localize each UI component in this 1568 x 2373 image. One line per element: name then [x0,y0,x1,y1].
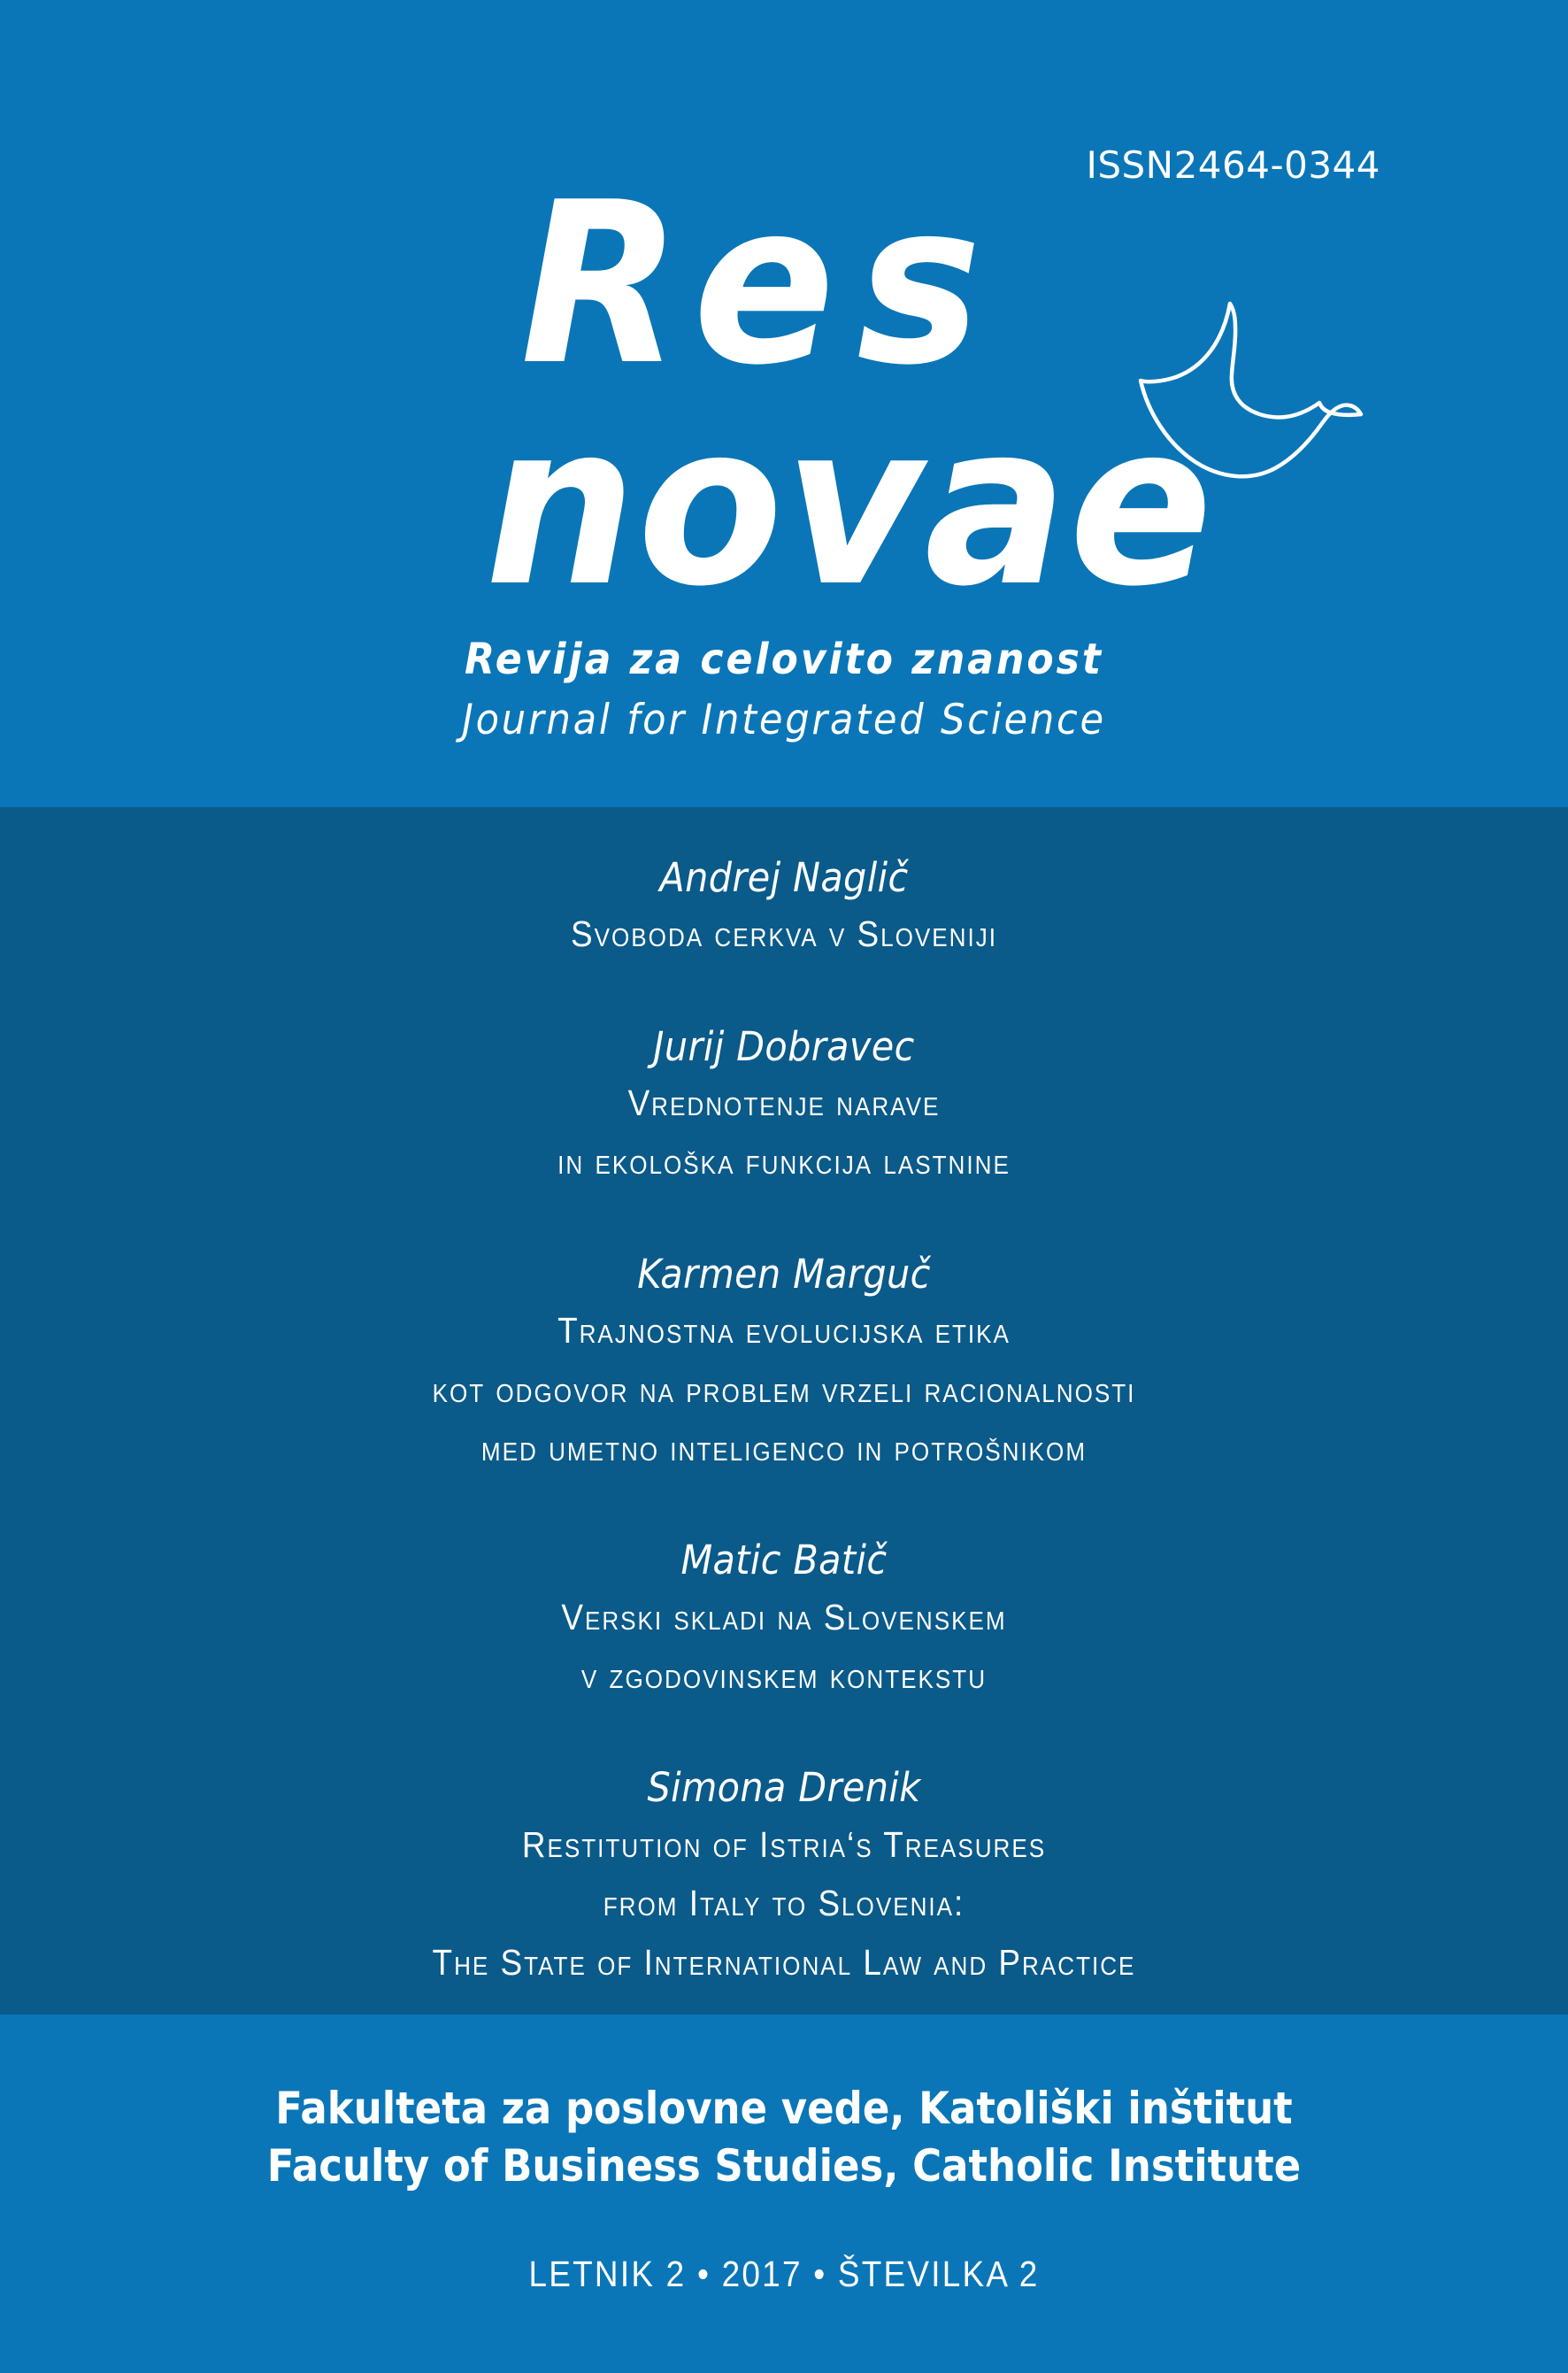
publisher-block [0,2015,1568,2195]
toc-entry-author: Matic Batič [680,1537,888,1584]
toc-entry [0,1021,1568,1191]
issn-label: ISSN2464-0344 [1086,143,1380,187]
toc-entry-title-line: from Italy to Slovenia: [603,1883,965,1924]
toc-entry-title-line: The State of International Law and Practice [432,1941,1136,1983]
subtitle-slovene: Revija za celovito znanost [465,635,1103,684]
toc-entry-title-line: in ekološka funkcija lastnine [557,1141,1011,1183]
publisher-english: Faculty of Business Studies, Catholic Institute [266,2140,1302,2192]
toc-entry [0,1761,1568,1992]
table-of-contents [0,851,1568,1992]
toc-entry-author: Karmen Marguč [637,1250,931,1298]
toc-entry [0,1248,1568,1478]
subtitle-block [0,634,1568,745]
toc-entry [0,851,1568,964]
subtitle-english: Journal for Integrated Science [462,695,1106,744]
toc-entry-title-line: Trajnostna evolucijska etika [557,1310,1011,1352]
toc-entry-title-line: kot odgovor na problem vrzeli racionalnosti [432,1368,1136,1410]
masthead [0,0,1568,807]
toc-entry [0,1534,1568,1705]
toc-entry-author: Jurij Dobravec [653,1022,915,1070]
journal-title-line-1: Res [520,155,1003,414]
toc-entry-title-line: v zgodovinskem kontekstu [580,1655,988,1697]
issue-line: LETNIK 2 • 2017 • ŠTEVILKA 2 [528,2254,1040,2294]
toc-entry-title-line: med umetno inteligenco in potrošnikom [480,1427,1088,1468]
toc-entry-author: Simona Drenik [647,1764,921,1812]
toc-entry-title-line: Verski skladi na Slovenskem [561,1596,1007,1637]
toc-entry-author: Andrej Naglič [659,854,909,901]
toc-entry-title-line: Restitution of Istria‘s Treasures [521,1823,1047,1865]
journal-title-line-2: novae [485,376,1215,636]
publisher-slovene: Fakulteta za poslovne vede, Katoliški inštitut [275,2083,1293,2134]
toc-entry-title-line: Svoboda cerkva v Sloveniji [571,913,997,955]
footer [0,2015,1568,2295]
dove-icon [1109,288,1365,500]
toc-entry-title-line: Vrednotenje narave [627,1082,941,1123]
